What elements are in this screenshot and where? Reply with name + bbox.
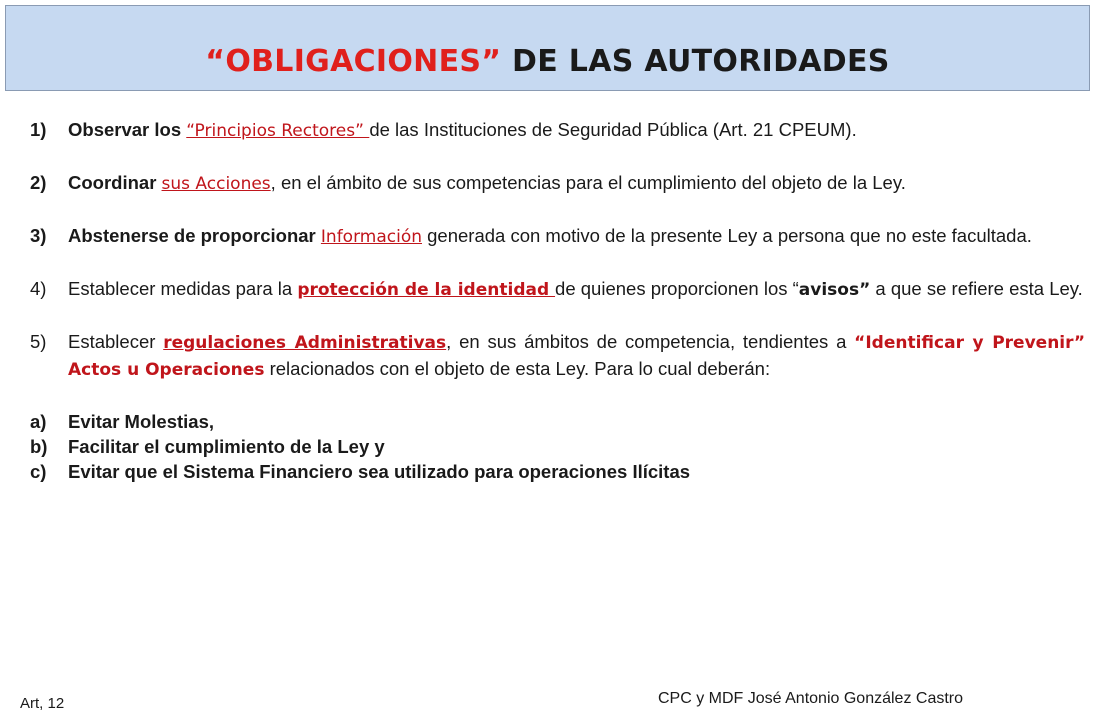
item-text	[68, 170, 1085, 197]
item-emphasis: avisos”	[798, 280, 871, 300]
sub-item-text: Facilitar el cumplimiento de la Ley y	[68, 436, 385, 457]
item-text	[68, 117, 1085, 144]
sub-item-letter: a)	[30, 411, 47, 432]
item-number: 3)	[30, 225, 47, 246]
title-rest: DE LAS AUTORIDADES	[501, 44, 890, 79]
sub-item-letter: c)	[30, 461, 47, 482]
item-lead: Establecer medidas para la	[68, 278, 298, 299]
list-item	[30, 223, 1085, 250]
item-text	[68, 276, 1085, 303]
list-item	[30, 276, 1085, 303]
sub-item	[30, 434, 1085, 459]
sub-item	[30, 409, 1085, 434]
item-number: 4)	[30, 278, 47, 299]
item-text	[68, 223, 1085, 250]
article-reference: Art, 12	[20, 695, 65, 712]
author-credit: CPC y MDF José Antonio González Castro	[658, 690, 964, 707]
item-lead: Abstenerse de proporcionar	[68, 225, 321, 246]
page-title	[6, 44, 1089, 80]
item-lead: Coordinar	[68, 172, 162, 193]
item-emphasis: “Identificar y Prevenir” Actos u Operaciones	[68, 333, 1085, 380]
item-highlight: Información	[320, 227, 422, 247]
sub-item	[30, 459, 1085, 484]
sub-item-text: Evitar Molestias,	[68, 411, 215, 432]
item-tail: relacionados con el objeto de esta Ley. Para lo cual deberán:	[264, 358, 771, 379]
title-quoted: “OBLIGACIONES”	[205, 44, 502, 79]
item-body: de quienes proporcionen los “	[555, 278, 799, 299]
list-item	[30, 329, 1085, 383]
item-highlight: regulaciones Administrativas	[163, 333, 447, 353]
list-item	[30, 117, 1085, 144]
title-banner	[5, 5, 1090, 91]
item-body: , en el ámbito de sus competencias para el cumplimiento del objeto de la Ley.	[270, 172, 906, 193]
item-number: 1)	[30, 119, 47, 140]
item-lead: Observar los	[68, 119, 187, 140]
sub-item-letter: b)	[30, 436, 48, 457]
list-item	[30, 170, 1085, 197]
item-tail: a que se refiere esta Ley.	[870, 278, 1083, 299]
item-highlight: sus Acciones	[161, 174, 271, 194]
item-highlight: protección de la identidad	[297, 280, 556, 300]
obligations-list	[30, 117, 1085, 484]
item-highlight: “Principios Rectores”	[186, 121, 370, 141]
item-body: de las Instituciones de Seguridad Pública (Art. 21 CPEUM).	[369, 119, 857, 140]
item-number: 5)	[30, 331, 47, 352]
item-body: , en sus ámbitos de competencia, tendientes a	[446, 331, 855, 352]
sub-item-text: Evitar que el Sistema Financiero sea utilizado para operaciones Ilícitas	[68, 461, 691, 482]
item-number: 2)	[30, 172, 47, 193]
item-lead: Establecer	[68, 331, 164, 352]
item-body: generada con motivo de la presente Ley a persona que no este facultada.	[422, 225, 1032, 246]
item-text	[68, 329, 1085, 383]
